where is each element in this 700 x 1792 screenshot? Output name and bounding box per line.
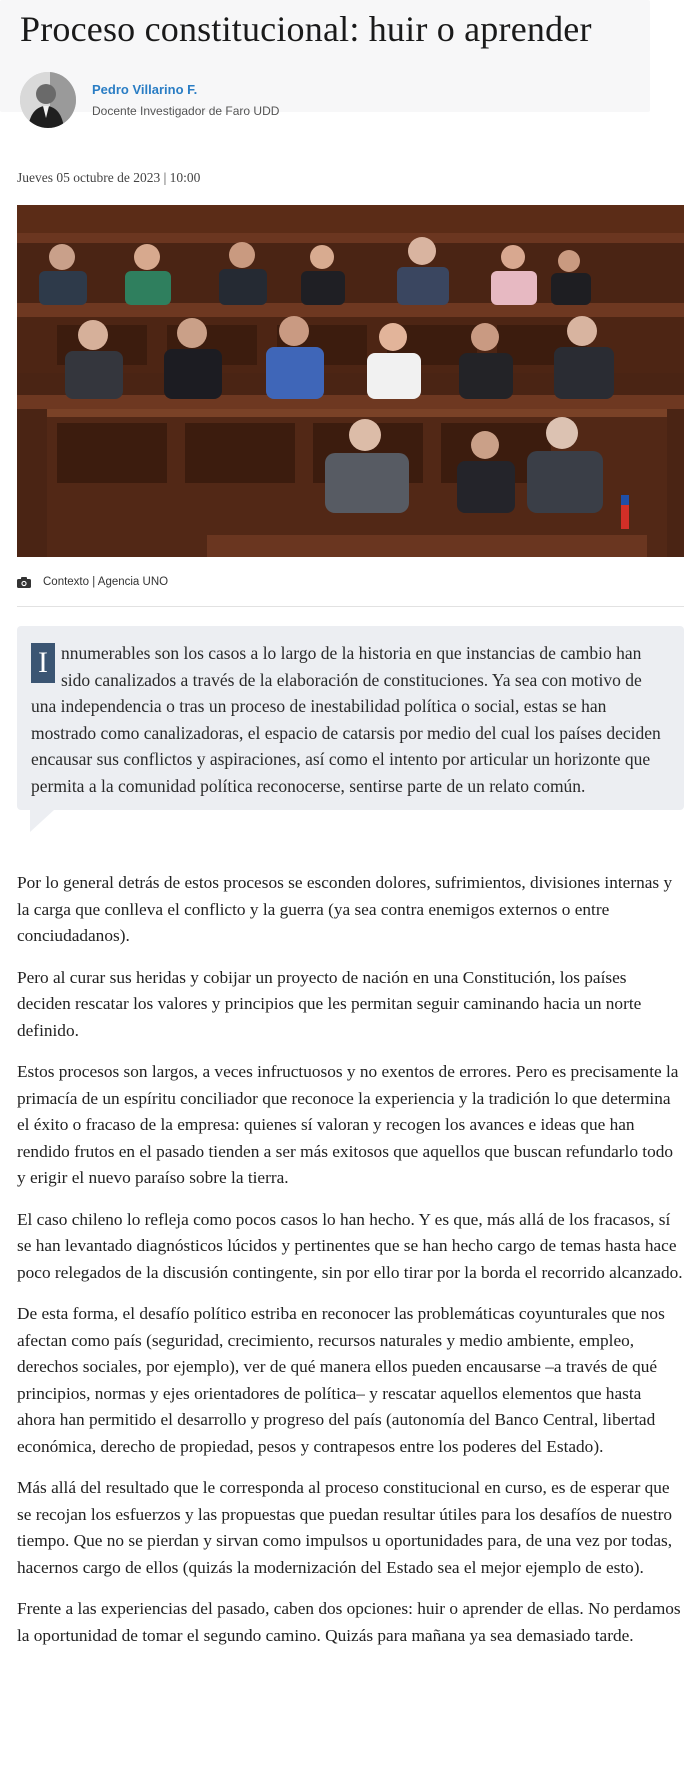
body-paragraph: Por lo general detrás de estos procesos se esconden dolores, sufrimientos, divisiones internas y la carga que conlleva el conflicto y la guerra (ya sea contra enemigos externos o entre conciudadanos). [17, 873, 673, 945]
lead-quote-tail [30, 810, 54, 832]
author-role: Docente Investigador de Faro UDD [92, 103, 280, 118]
body-paragraph: Frente a las experiencias del pasado, caben dos opciones: huir o aprender de ellas. No perdamos la oportunidad de tomar el segundo camino. Quizás para mañana ya sea demasiado tarde. [17, 1599, 681, 1645]
article-photo [17, 205, 684, 557]
lead-text: nnumerables son los casos a lo largo de la historia en que instancias de cambio han sido canalizados a través de la elaboración de constituciones. Ya sea con motivo de una independencia o tras un proceso de inestabilidad política o social, estas se han mostrado como canalizadoras, el espacio de catarsis por medio del cual los países deciden encausar sus conflictos y aspiraciones, así como el intento por articular un horizonte que permita a la comunidad política reconocerse, sentirse parte de un relato común. [31, 643, 661, 796]
image-caption [17, 576, 168, 588]
body-paragraph: Más allá del resultado que le corresponda al proceso constitucional en curso, es de esperar que se recojan los esfuerzos y las propuestas que puedan resultar útiles para los desafíos de nuestro tiempo. Que no se pierdan y sirvan como impulsos u oportunidades para, de una vez por todas, hacernos cargo de ellos (quizás la modernización del Estado sea el mejor ejemplo de esto). [17, 1478, 673, 1577]
camera-icon [17, 577, 31, 588]
article-title: Proceso constitucional: huir o aprender [20, 9, 592, 49]
caption-text: Contexto | Agencia UNO [43, 576, 169, 588]
body-paragraph: El caso chileno lo refleja como pocos casos lo han hecho. Y es que, más allá de los fracasos, sí se han levantado diagnósticos lúcidos y pertinentes que se han hecho cargo de temas hasta hace poco relegados de la discusión contingente, sin por ello tirar por la borda el recorrido alcanzado. [17, 1209, 683, 1282]
author-block [20, 72, 279, 128]
body-paragraph: De esta forma, el desafío político estriba en reconocer las problemáticas coyunturales que nos afectan como país (seguridad, crecimiento, recursos naturales y medio ambiente, empleo, derechos sociales, por ejemplo), ver de qué manera ellos pueden encausarse –a través de qué principios, normas y ejes orientadores de política– y rescatar aquellos elementos que hasta ahora han permitido el desarrollo y progreso del país (autonomía del Banco Central, libertad económica, derecho de propiedad, pesos y contrapesos entre los poderes del Estado). [17, 1304, 665, 1456]
article-body [17, 870, 684, 1664]
drop-cap: I [31, 643, 55, 683]
lead-paragraph [31, 640, 671, 799]
author-name-link[interactable]: Pedro Villarino F. [92, 81, 198, 97]
body-paragraph: Estos procesos son largos, a veces infructuosos y no exentos de errores. Pero es precisamente la primacía de un espíritu conciliador que reconoce la experiencia y la tradición lo que determina el éxito o fracaso de la empresa: quienes sí valoran y recogen los avances e ideas que han rendido frutos en el pasado tienden a ser más exitosos que aquellos que buscan refundarlo todo y erigir el nuevo paraíso sobre la tierra. [17, 1062, 679, 1187]
publish-date: Jueves 05 octubre de 2023 | 10:00 [17, 170, 201, 185]
divider [17, 606, 684, 607]
author-avatar[interactable] [20, 72, 76, 128]
body-paragraph: Pero al curar sus heridas y cobijar un proyecto de nación en una Constitución, los países deciden rescatar los valores y principios que les permitan seguir caminando hacia un norte definido. [17, 967, 642, 1040]
